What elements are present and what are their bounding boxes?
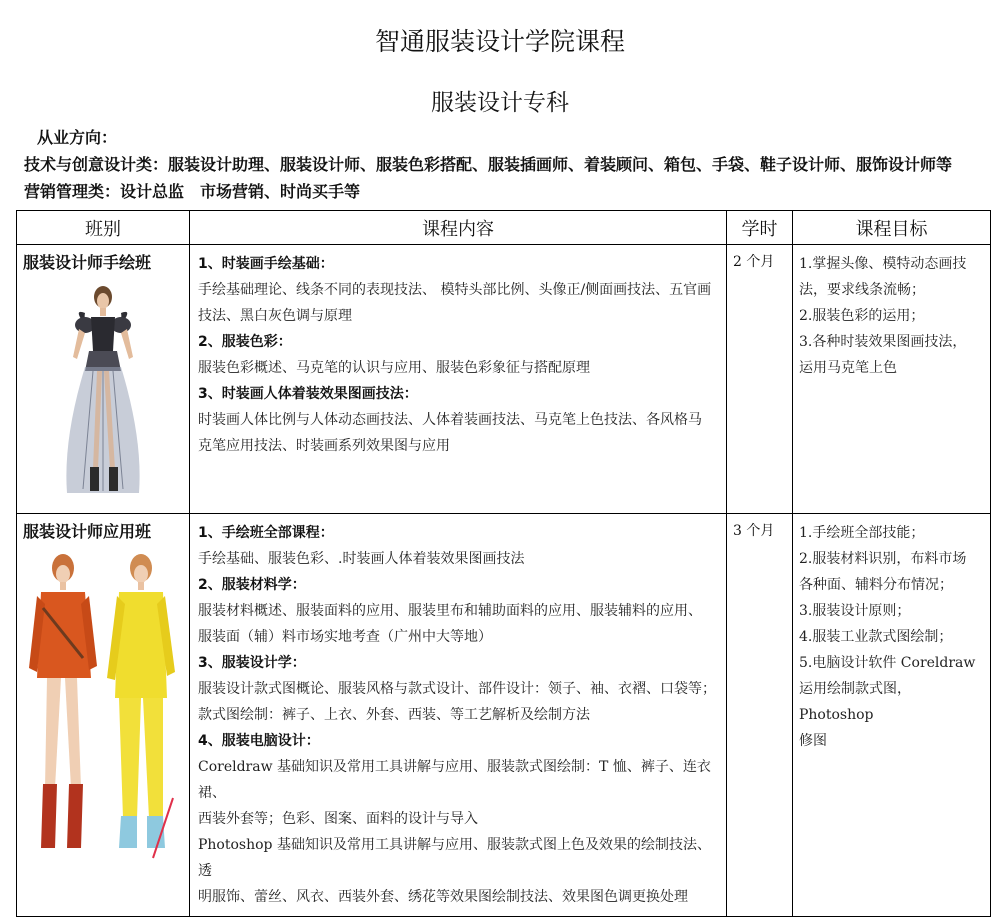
content-line: 克笔应用技法、时装画系列效果图与应用 xyxy=(198,438,450,454)
content-line: 明服饰、蕾丝、风衣、西装外套、绣花等效果图绘制技法、效果图色调更换处理 xyxy=(198,889,688,905)
tech-career-line: 技术与创意设计类：服装设计助理、服装设计师、服装色彩搭配、服装插画师、着装顾问、箱包、手袋、鞋子设计师、服饰设计师等 xyxy=(24,155,953,174)
content-line: 技法、黑白灰色调与原理 xyxy=(198,308,352,324)
content-line: 服装材料概述、服装面料的应用、服装里布和辅助面料的应用、服装辅料的应用、 xyxy=(198,603,702,619)
class-name: 服装设计师手绘班 xyxy=(23,253,152,272)
table-row xyxy=(17,245,991,514)
goals-cell xyxy=(793,514,991,917)
hours-cell xyxy=(727,514,793,917)
document-title: 智通服装设计学院课程 xyxy=(374,27,625,56)
goals-cell xyxy=(793,245,991,514)
header-content: 课程内容 xyxy=(190,211,727,245)
class-name: 服装设计师应用班 xyxy=(23,522,152,541)
content-line: 西装外套等；色彩、图案、面料的设计与导入 xyxy=(198,811,478,827)
header-class: 班别 xyxy=(17,211,190,245)
career-intro xyxy=(24,124,980,205)
content-heading: 3、时装画人体着装效果图画技法： xyxy=(198,386,418,402)
content-line: Photoshop 基础知识及常用工具讲解与应用、服装款式图上色及效果的绘制技法、透 xyxy=(198,837,711,879)
content-heading: 1、手绘班全部课程： xyxy=(198,525,334,541)
content-line: 手绘基础理论、线条不同的表现技法、 模特头部比例、头像正/侧面画技法、五官画 xyxy=(198,282,712,298)
content-line: 款式图绘制：裤子、上衣、外套、西装、等工艺解析及绘制方法 xyxy=(198,707,590,723)
hours-value: 2 个月 xyxy=(733,254,775,270)
content-line: 时装画人体比例与人体动态画技法、人体着装画技法、马克笔上色技法、各风格马 xyxy=(198,412,702,428)
goal-line: 各种面、辅料分布情况； xyxy=(799,577,953,593)
document-subtitle: 服装设计专科 xyxy=(431,90,569,116)
content-heading: 2、服装色彩： xyxy=(198,334,292,350)
goal-line: 修图 xyxy=(799,733,827,749)
goal-line: 3.各种时装效果图画技法， xyxy=(799,334,967,350)
table-row xyxy=(17,514,991,917)
goal-line: 3.服装设计原则； xyxy=(799,603,911,619)
content-line: 服装色彩概述、马克笔的认识与应用、服装色彩象征与搭配原理 xyxy=(198,360,590,376)
header-hours: 学时 xyxy=(727,211,793,245)
table-header-row xyxy=(17,211,991,245)
course-table xyxy=(16,210,991,917)
hours-value: 3 个月 xyxy=(733,523,775,539)
content-heading: 1、时装画手绘基础： xyxy=(198,256,334,272)
content-line: 服装面（辅）料市场实地考查（广州中大等地） xyxy=(198,629,492,645)
goal-line: 运用绘制款式图，Photoshop xyxy=(799,681,911,723)
goal-line: 2.服装材料识别，布料市场 xyxy=(799,551,967,567)
class-cell xyxy=(17,245,190,514)
goal-line: 运用马克笔上色 xyxy=(799,360,897,376)
fashion-sketch-single-model-icon xyxy=(23,279,183,501)
career-label: 从业方向： xyxy=(37,128,118,147)
goal-line: 5.电脑设计软件 Coreldraw xyxy=(799,655,976,671)
goal-line: 法，要求线条流畅； xyxy=(799,282,925,298)
fashion-sketch-two-models-icon xyxy=(23,548,183,868)
content-heading: 4、服装电脑设计： xyxy=(198,733,320,749)
hours-cell xyxy=(727,245,793,514)
content-line: 服装设计款式图概论、服装风格与款式设计、部件设计：领子、袖、衣褶、口袋等； xyxy=(198,681,716,697)
header-goals: 课程目标 xyxy=(793,211,991,245)
goal-line: 2.服装色彩的运用； xyxy=(799,308,925,324)
content-cell xyxy=(190,514,727,917)
content-line: 手绘基础、服装色彩、.时装画人体着装效果图画技法 xyxy=(198,551,525,567)
marketing-career-line: 营销管理类：设计总监 市场营销、时尚买手等 xyxy=(24,182,361,201)
goal-line: 1.掌握头像、模特动态画技 xyxy=(799,256,967,272)
goal-line: 1.手绘班全部技能； xyxy=(799,525,925,541)
content-heading: 3、服装设计学： xyxy=(198,655,306,671)
content-line: Coreldraw 基础知识及常用工具讲解与应用、服装款式图绘制：T 恤、裤子、连衣裙、 xyxy=(198,759,711,801)
class-cell xyxy=(17,514,190,917)
goal-line: 4.服装工业款式图绘制； xyxy=(799,629,953,645)
content-cell xyxy=(190,245,727,514)
content-heading: 2、服装材料学： xyxy=(198,577,306,593)
